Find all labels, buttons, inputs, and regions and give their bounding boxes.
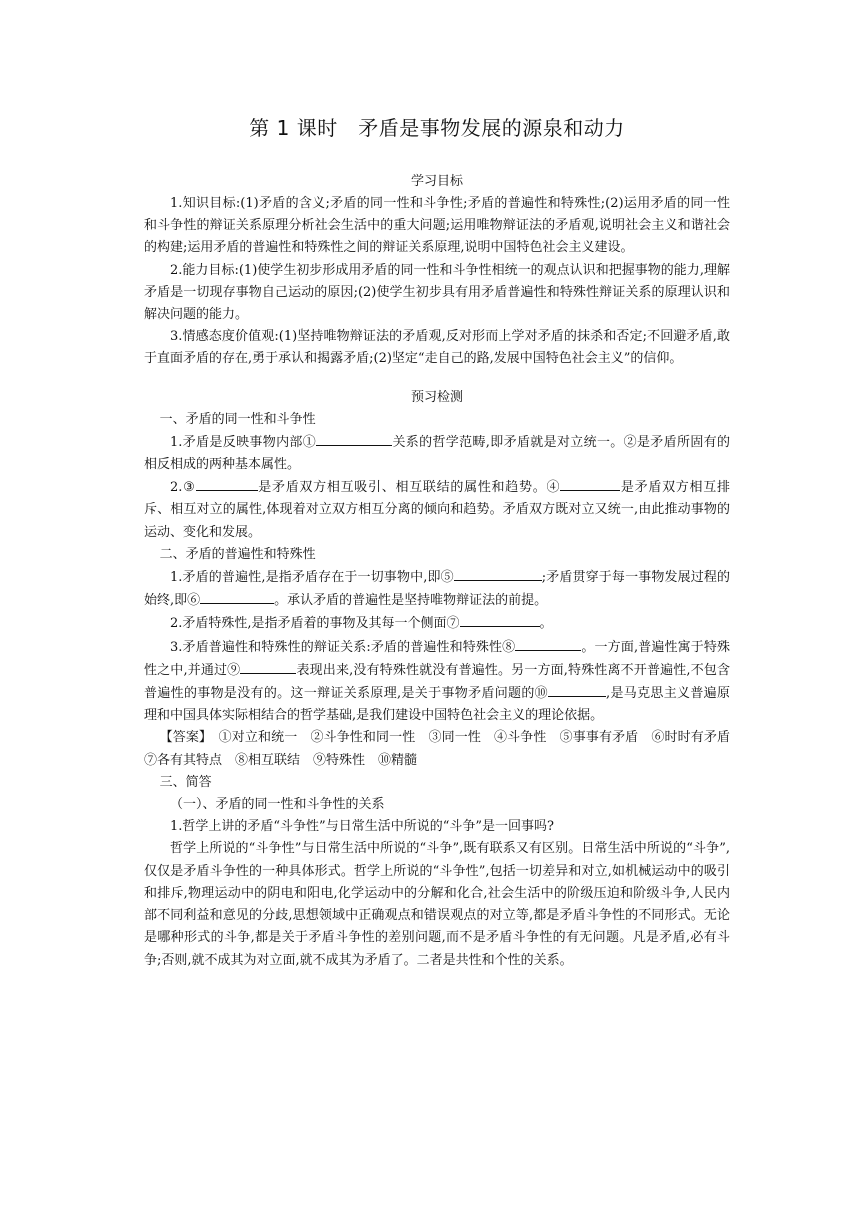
blank-6[interactable] xyxy=(200,589,274,604)
brief-subheading: （一）、矛盾的同一性和斗争性的关系 xyxy=(170,797,385,813)
preview-heading: 预习检测 xyxy=(410,389,463,405)
question-1: 1.矛盾是反映事物内部① 关系的哲学范畴,即矛盾就是对立统一。②是矛盾所固有的相反相成的两种基本属性。 xyxy=(144,431,730,476)
goal-attitude: 3.情感态度价值观:(1)坚持唯物辩证法的矛盾观,反对形而上学对矛盾的抹杀和否定;不回避矛盾,敢于直面矛盾的存在,勇于承认和揭露矛盾;(2)坚定“走自己的路,发展中国特色社会主义”的信仰。 xyxy=(144,329,730,367)
blank-4[interactable] xyxy=(560,476,620,491)
lesson-title: 第 1 课时 矛盾是事物发展的源泉和动力 xyxy=(249,116,625,140)
question-2: 2.③ 是矛盾双方相互吸引、相互联结的属性和趋势。④ 是矛盾双方相互排斥、相互对立的属性,体现着对立双方相互分离的倾向和趋势。矛盾双方既对立又统一,由此推动事物的运动、变化和发展。 xyxy=(144,476,730,544)
question-4: 2.矛盾特殊性,是指矛盾着的事物及其每一个侧面⑦ 。 xyxy=(144,612,730,635)
answer-key xyxy=(144,727,743,771)
blank-1[interactable] xyxy=(316,431,392,446)
goal-knowledge: 1.知识目标:(1)矛盾的含义;矛盾的同一性和斗争性;矛盾的普遍性和特殊性;(2)运用矛盾的同一性和斗争性的辩证关系原理分析社会生活中的重大问题;运用唯物辩证法的矛盾观,说明社会主义和谐社会的构建;运用矛盾的普遍性和特殊性之间的辩证关系原理,说明中国特色社会主义建设。 xyxy=(144,196,730,256)
question-5: 3.矛盾普遍性和特殊性的辩证关系:矛盾的普遍性和特殊性⑧ 。一方面,普遍性寓于特殊性之中,并通过⑨ 表现出来,没有特殊性就没有普遍性。另一方面,特殊性离不开普遍性,不包含普遍性的事物是没有的。这一辩证关系原理,是关于事物矛盾问题的⑩ ,是马克思主义普遍原理和中国具体实际相结合的哲学基础,是我们建设中国特色社会主义的理论依据。 xyxy=(144,636,730,728)
blank-5[interactable] xyxy=(454,566,542,581)
blank-3[interactable] xyxy=(196,476,258,491)
document-page xyxy=(144,112,743,972)
answer-label: 【答案】 xyxy=(159,730,206,746)
brief-heading: 三、简答 xyxy=(159,774,212,790)
part-heading-universality: 二、矛盾的普遍性和特殊性 xyxy=(159,546,316,562)
blank-9[interactable] xyxy=(240,659,296,674)
blank-10[interactable] xyxy=(548,682,606,697)
brief-question: 1.哲学上讲的矛盾“斗争性”与日常生活中所说的“斗争”是一回事吗? xyxy=(170,819,554,835)
answer-text: ①对立和统一 ②斗争性和同一性 ③同一性 ④斗争性 ⑤事事有矛盾 ⑥时时有矛盾 ⑦各有其特点 ⑧相互联结 ⑨特殊性 ⑩精髓 xyxy=(144,730,743,768)
part-heading-identity: 一、矛盾的同一性和斗争性 xyxy=(159,411,316,427)
goal-ability: 2.能力目标:(1)使学生初步形成用矛盾的同一性和斗争性相统一的观点认识和把握事物的能力,理解矛盾是一切现存事物自己运动的原因;(2)使学生初步具有用矛盾普遍性和特殊性辩证关系的原理认识和解决问题的能力。 xyxy=(144,262,730,323)
blank-8[interactable] xyxy=(515,636,581,651)
question-3: 1.矛盾的普遍性,是指矛盾存在于一切事物中,即⑤ ;矛盾贯穿于每一事物发展过程的始终,即⑥ 。承认矛盾的普遍性是坚持唯物辩证法的前提。 xyxy=(144,566,730,612)
learning-goals-heading: 学习目标 xyxy=(410,174,463,189)
brief-answer: 哲学上所说的“斗争性”与日常生活中所说的“斗争”,既有联系又有区别。日常生活中所说的“斗争”,仅仅是矛盾斗争性的一种具体形式。哲学上所说的“斗争性”,包括一切差异和对立,如机械运动中的吸引和排斥,物理运动中的阴电和阳电,化学运动中的分解和化合,社会生活中的阶级压迫和阶级斗争,人民内部不同利益和意见的分歧,思想领域中正确观点和错误观点的对立等,都是矛盾斗争性的不同形式。无论是哪种形式的斗争,都是关于矛盾斗争性的差别问题,而不是矛盾斗争性的有无问题。凡是矛盾,必有斗争;否则,就不成其为对立面,就不成其为矛盾了。二者是共性和个性的关系。 xyxy=(144,841,730,968)
blank-7[interactable] xyxy=(460,612,540,627)
